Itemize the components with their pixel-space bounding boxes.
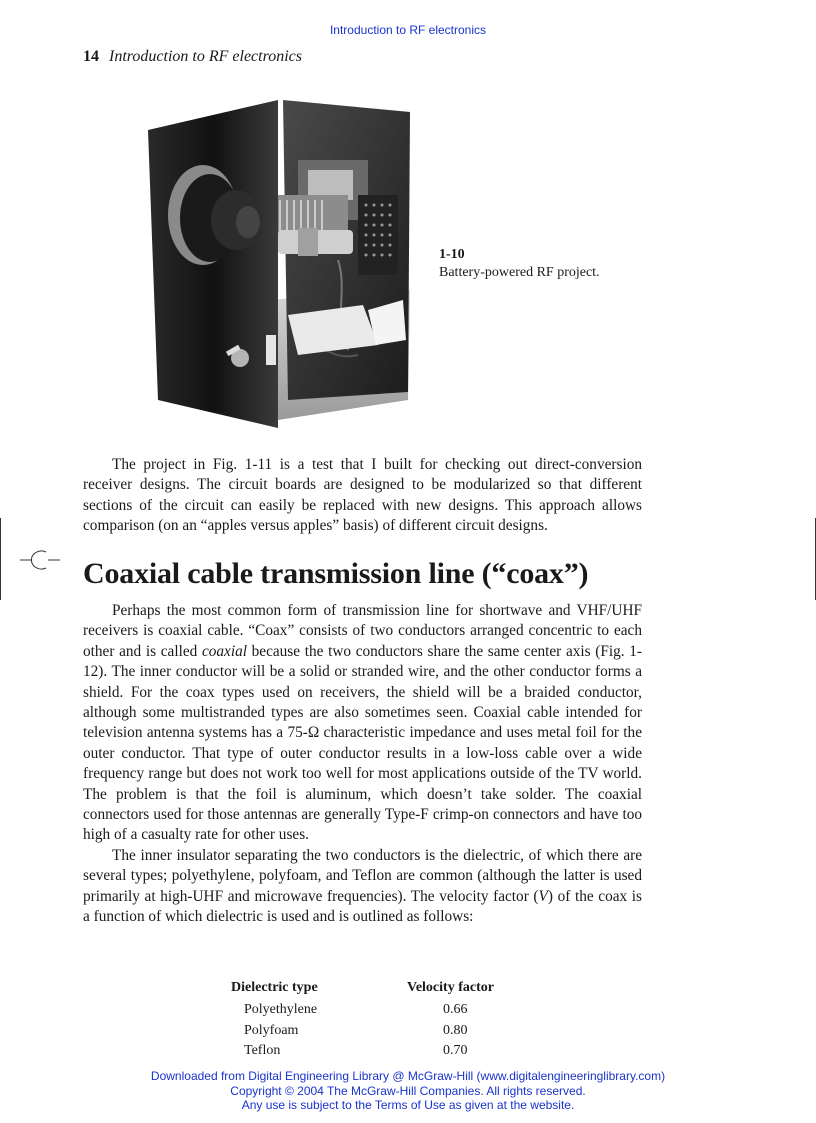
paragraph-3: The inner insulator separating the two conductors is the dielectric, of which there are several types; polyethylene, polyfoam, and Teflon are common (although the latter is used primarily at high-UHF and microwave frequencies). The velocity factor (V) of the coax is a function of which dielectric is used and is outlined as follows:	[83, 846, 642, 926]
header-link[interactable]: Introduction to RF electronics	[329, 23, 487, 37]
column-header: Dielectric type	[231, 979, 318, 995]
velocity-factor-cell: 0.66	[443, 1002, 468, 1018]
figure-caption	[439, 246, 600, 282]
dielectric-type-cell: Polyethylene	[244, 1002, 318, 1018]
footer-terms-line[interactable]: Any use is subject to the Terms of Use as given at the website.	[241, 1098, 575, 1112]
table-row	[231, 1000, 494, 1021]
page-number: 14	[83, 48, 99, 65]
table-row	[231, 1021, 494, 1042]
footer-download-line[interactable]: Downloaded from Digital Engineering Library @ McGraw-Hill (www.digitalengineeringlibrary.com)	[150, 1069, 666, 1083]
rf-project-photo	[148, 100, 410, 428]
crop-mark-left	[0, 518, 1, 600]
figure-number: 1-10	[439, 247, 465, 262]
table-row	[231, 1041, 494, 1062]
footer-notice[interactable]	[0, 1069, 816, 1113]
dielectric-type-cell: Teflon	[244, 1043, 281, 1059]
dielectric-type-cell: Polyfoam	[244, 1022, 299, 1038]
running-head-title: Introduction to RF electronics	[109, 48, 302, 65]
velocity-factor-cell: 0.70	[443, 1043, 468, 1059]
paragraph-1	[83, 455, 642, 537]
paragraph-2: Perhaps the most common form of transmission line for shortwave and VHF/UHF receivers is coaxial cable. “Coax” consists of two conductors arranged concentric to each other and is called coaxial because the two conductors share the same center axis (Fig. 1-12). The inner conductor will be a solid or stranded wire, and the other conductor forms a shield. For the coax types used on receivers, the shield will be a braided conductor, although some multistranded types are also sometimes seen. Coaxial cable intended for television antenna systems has a 75-Ω characteristic impedance and uses metal foil for the outer conductor. That type of outer conductor results in a low-loss cable over a wide frequency range but does not work too well for most applications outside of the TV world. The problem is that the foil is aluminum, which doesn’t take solder. The coaxial connectors used for those antennas are generally Type-F crimp-on connectors and have too high of a casualty rate for other uses.	[83, 602, 642, 844]
section-body	[83, 601, 642, 928]
running-head	[83, 48, 302, 66]
velocity-factor-cell: 0.80	[443, 1022, 468, 1038]
registration-mark-icon	[20, 548, 60, 572]
paragraph-1-text: The project in Fig. 1-11 is a test that I built for checking out direct-conversion receiver designs. The circuit boards are designed to be modularized so that different sections of the circuit can easily be replaced with new designs. This approach allows comparison (on an “apples versus apples” basis) of different circuit designs.	[83, 456, 642, 535]
section-heading: Coaxial cable transmission line (“coax”)	[83, 557, 589, 590]
table-header-row	[231, 979, 494, 1000]
dielectric-table	[231, 979, 494, 1062]
figure-caption-text: Battery-powered RF project.	[439, 265, 600, 280]
figure-photo	[148, 100, 410, 428]
column-header: Velocity factor	[407, 979, 494, 995]
footer-copyright-line: Copyright © 2004 The McGraw-Hill Companies. All rights reserved.	[230, 1083, 586, 1098]
